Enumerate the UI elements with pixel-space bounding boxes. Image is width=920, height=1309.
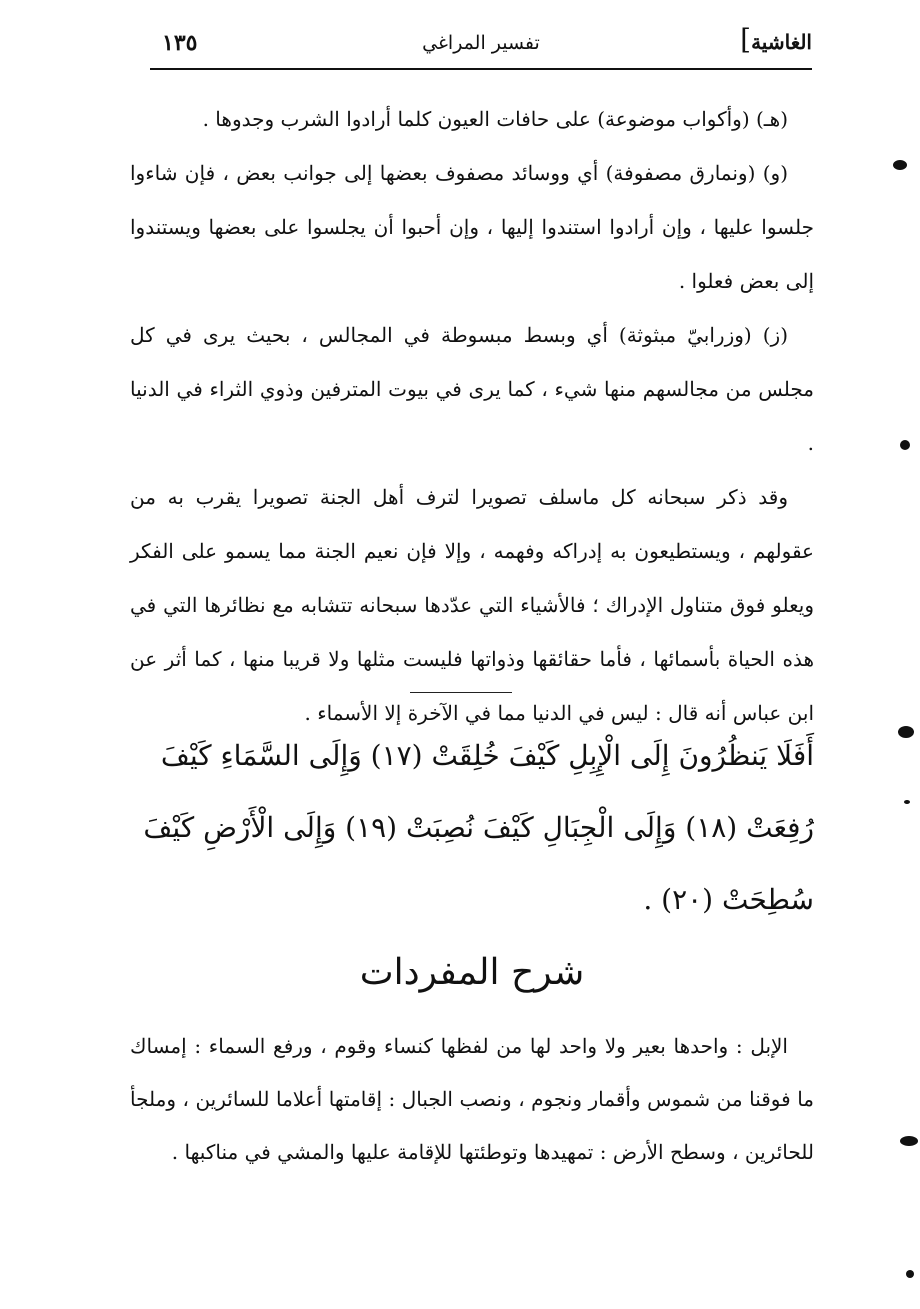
section-divider bbox=[410, 692, 512, 693]
surah-name-text: الغاشية bbox=[751, 30, 812, 54]
verse-line: سُطِحَتْ (٢٠) . bbox=[643, 883, 814, 916]
page-number: ١٣٥ bbox=[162, 30, 198, 56]
header-rule bbox=[150, 68, 812, 70]
surah-name bbox=[734, 23, 812, 56]
commentary-paragraph: (و) (ونمارق مصفوفة) أي ووسائد مصفوف بعضها إلى جوانب بعض ، فإن شاءوا جلسوا عليها ، وإن أرادوا استندوا إليها ، وإن أحبوا أن يجلسوا على بعضها ويستندوا إلى بعض فعلوا . bbox=[130, 161, 814, 293]
scan-speck bbox=[893, 160, 907, 170]
scan-speck bbox=[900, 440, 910, 450]
verse-line: أَفَلَا يَنظُرُونَ إِلَى الْإِبِلِ كَيْفَ خُلِقَتْ (١٧) وَإِلَى السَّمَاءِ كَيْفَ bbox=[160, 739, 814, 772]
glossary-section bbox=[130, 1020, 814, 1179]
scan-speck bbox=[900, 1136, 918, 1146]
commentary-paragraph: وقد ذكر سبحانه كل ماسلف تصويرا لترف أهل الجنة تصويرا يقرب به من عقولهم ، ويستطيعون به إدراكه وفهمه ، وإلا فإن نعيم الجنة مما يسمو على الفكر ويعلو فوق متناول الإدراك ؛ فالأشياء التي عدّدها سبحانه تتشابه مع نظائرها التي في هذه الحياة بأسمائها ، فأما حقائقها وذواتها فليست مثلها ولا قريبا منها ، كما أثر عن ابن عباس أنه قال : ليس في الدنيا مما في الآخرة إلا الأسماء . bbox=[130, 485, 814, 725]
commentary-paragraph: (هـ) (وأكواب موضوعة) على حافات العيون كلما أرادوا الشرب وجدوها . bbox=[202, 107, 788, 131]
running-header bbox=[150, 22, 812, 70]
glossary-paragraph: الإبل : واحدها بعير ولا واحد لها من لفظها كنساء وقوم ، ورفع السماء : إمساك ما فوقنا من شموس وأقمار ونجوم ، ونصب الجبال : إقامتها أعلاما للسائرين ، وملجأ للحائرين ، وسطح الأرض : تمهيدها وتوطئتها للإقامة عليها والمشي في مناكبها . bbox=[130, 1034, 814, 1164]
header-bracket: ] bbox=[740, 23, 752, 56]
quran-verses bbox=[130, 720, 814, 936]
scan-speck bbox=[906, 1270, 914, 1278]
scan-speck bbox=[898, 726, 914, 738]
commentary-section bbox=[130, 92, 814, 740]
section-title: شرح المفردات bbox=[359, 952, 585, 993]
running-title: تفسير المراغي bbox=[422, 32, 540, 54]
verse-line: رُفِعَتْ (١٨) وَإِلَى الْجِبَالِ كَيْفَ نُصِبَتْ (١٩) وَإِلَى الْأَرْضِ كَيْفَ bbox=[143, 811, 814, 844]
commentary-paragraph: (ز) (وزرابيّ مبثوثة) أي وبسط مبسوطة في المجالس ، بحيث يرى في كل مجلس من مجالسهم منها شيء ، كما يرى في بيوت المترفين وذوي الثراء في الدنيا . bbox=[130, 323, 814, 455]
scan-speck bbox=[904, 800, 910, 804]
